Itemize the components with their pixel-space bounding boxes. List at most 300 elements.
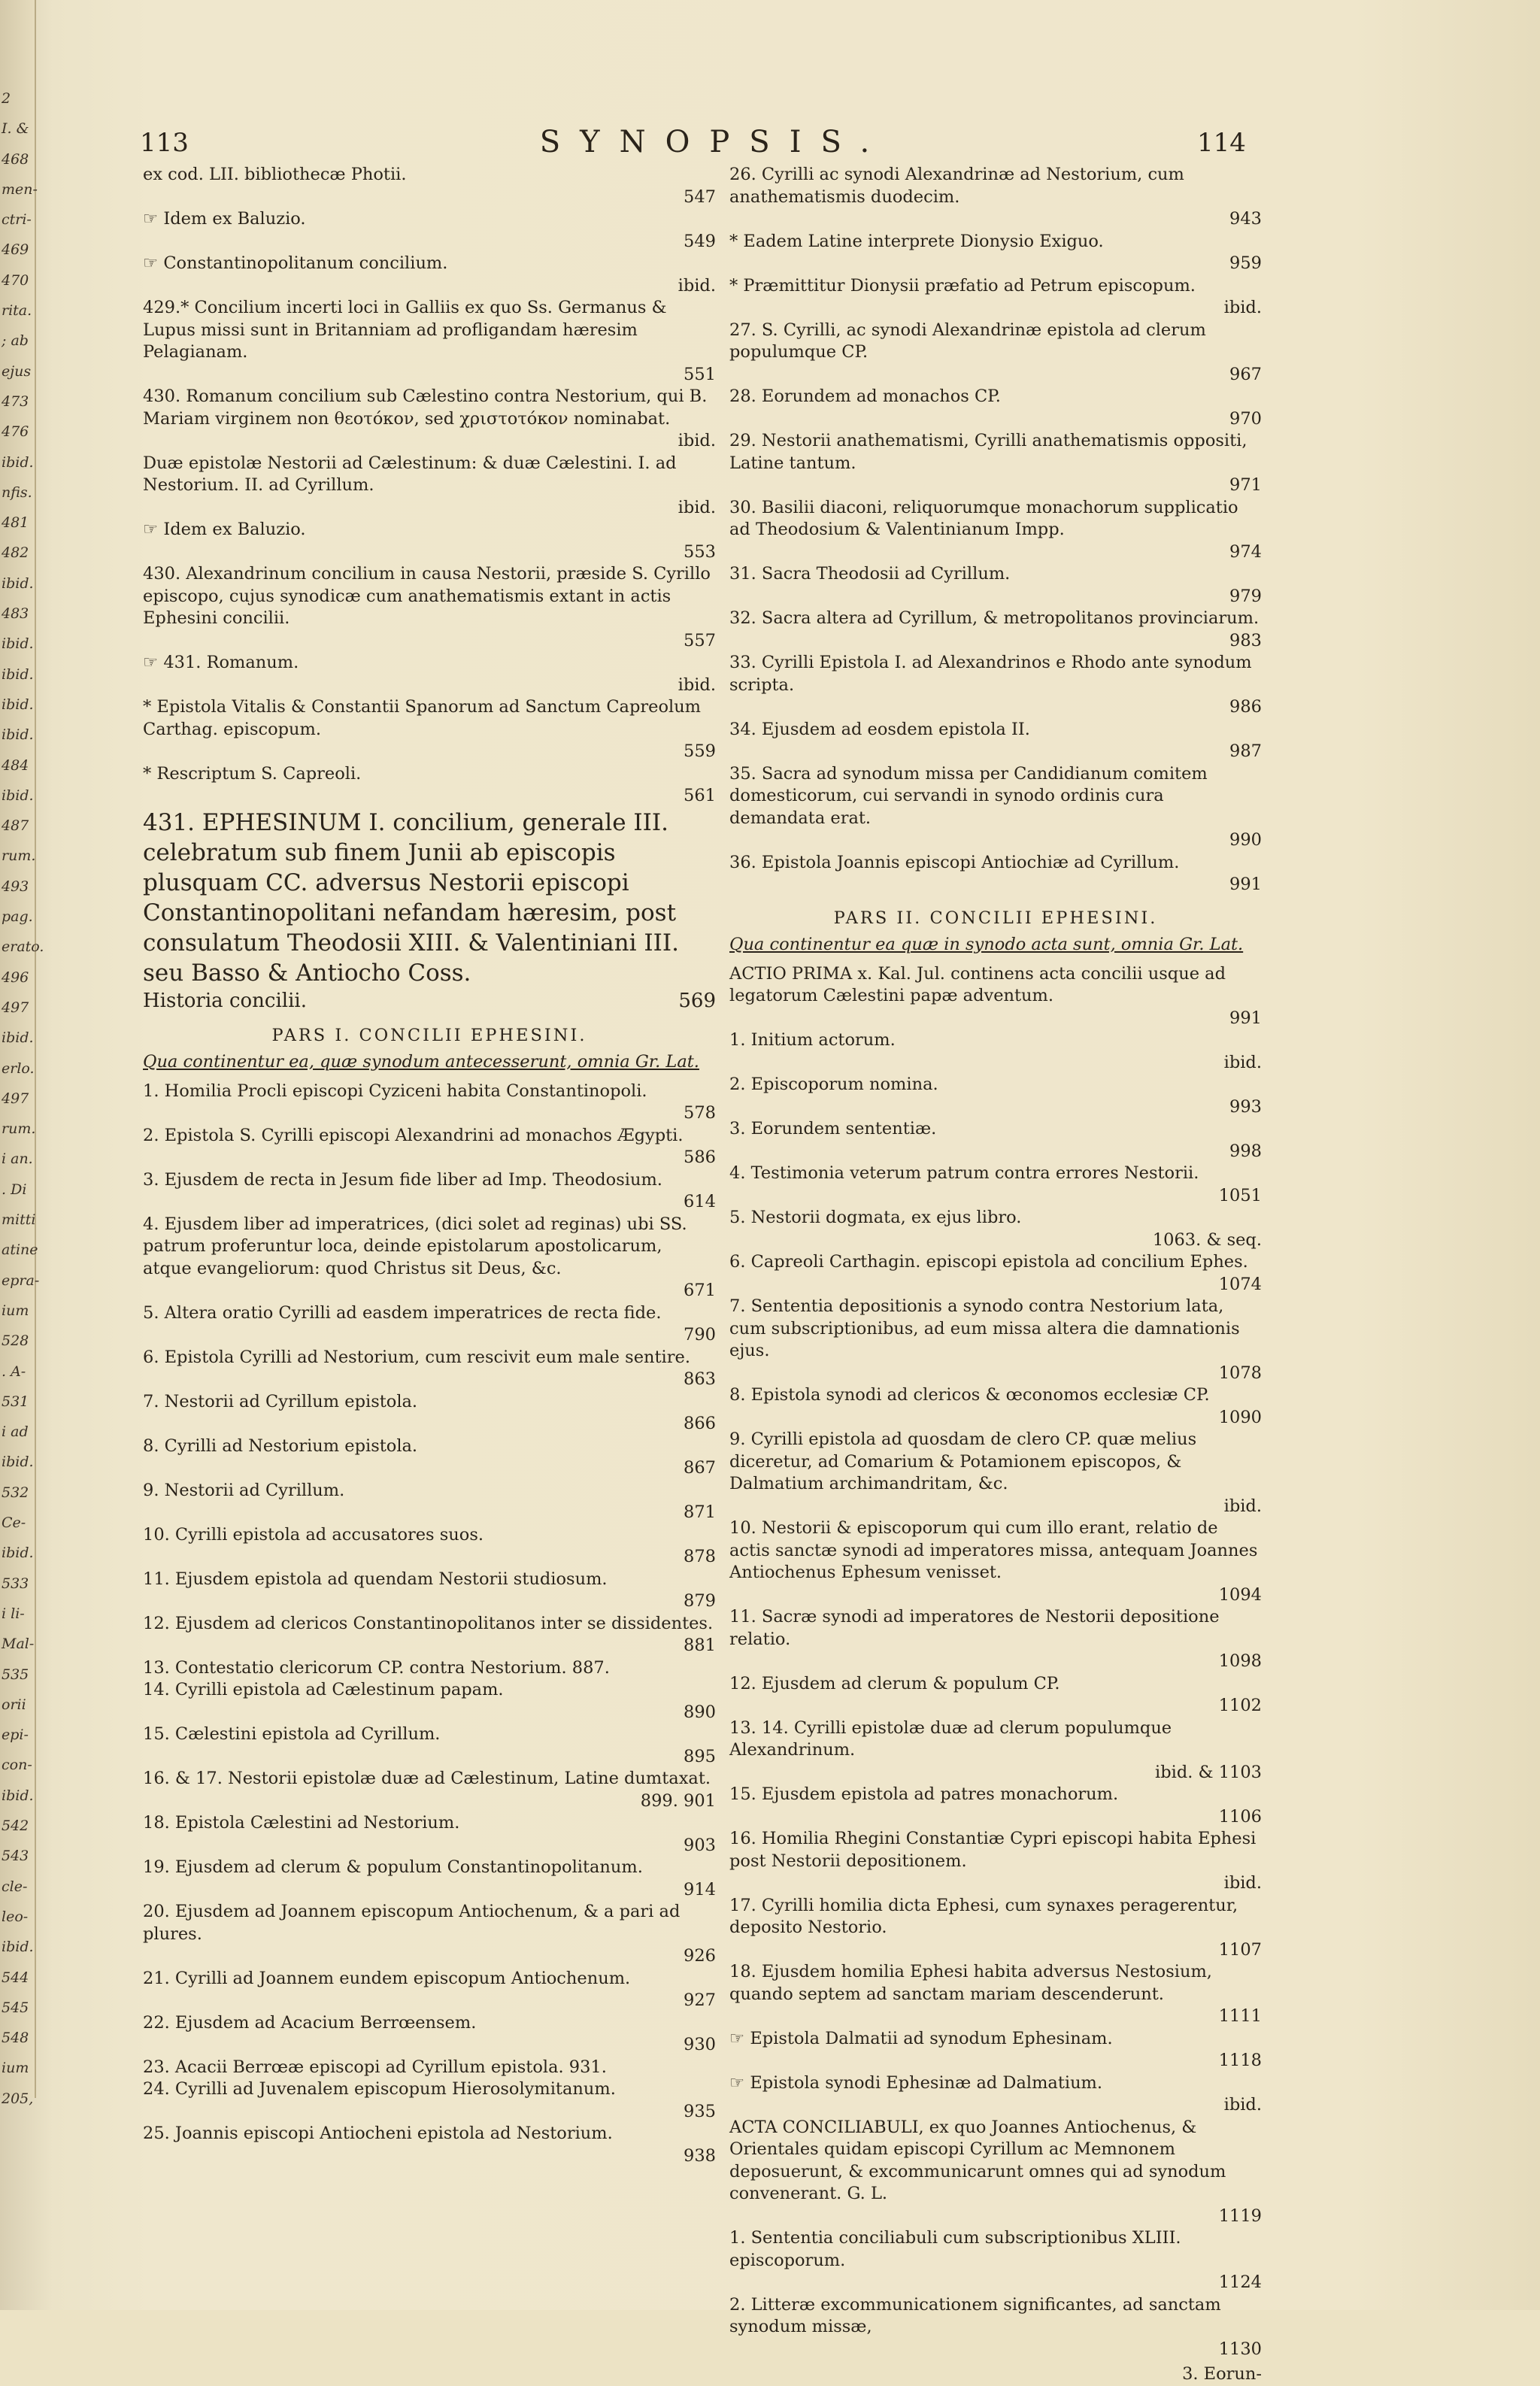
entry-text: 5. Nestorii dogmata, ex ejus libro. <box>729 1208 1022 1227</box>
margin-fragment: con- <box>2 1757 32 1774</box>
entry-text: 11. Sacræ synodi ad imperatores de Nestorii depositione relatio. <box>729 1607 1220 1649</box>
index-entry <box>729 1784 1262 1828</box>
margin-fragment: ibid. <box>2 1029 34 1047</box>
entry-page: 1094 <box>1218 1584 1262 1605</box>
index-entry <box>729 2072 1262 2117</box>
left-column <box>143 164 716 2167</box>
index-entry <box>729 1207 1262 1251</box>
margin-fragment: ; ab <box>2 332 29 350</box>
index-entry <box>143 1857 716 1901</box>
entry-page: 974 <box>1229 541 1262 562</box>
entry-page: 890 <box>684 1702 716 1722</box>
margin-fragment: ium <box>2 1302 29 1319</box>
index-entry <box>729 852 1262 896</box>
entry-page: ibid. <box>678 275 716 296</box>
entry-page: 559 <box>684 741 716 761</box>
entry-text: 1. Initium actorum. <box>729 1030 896 1050</box>
index-entry <box>729 497 1262 564</box>
margin-fragment: men- <box>2 180 38 198</box>
actio-page: 991 <box>1229 1008 1262 1028</box>
entry-page: 586 <box>684 1148 716 1167</box>
ephesinum-entry <box>143 808 716 988</box>
acta-entry <box>729 2117 1262 2228</box>
margin-fragment: ibid. <box>2 453 34 471</box>
entry-text: 10. Nestorii & episcoporum qui cum illo erant, relatio de actis sanctæ synodi ad imperatores missa, antequam Joannes Antiochenus Ephesum venisset. <box>729 1518 1258 1582</box>
index-entry <box>729 430 1262 497</box>
entry-text: 17. Cyrilli homilia dicta Ephesi, cum synaxes peragerentur, deposito Nestorio. <box>729 1895 1238 1937</box>
index-entry <box>143 1657 716 1680</box>
index-entry <box>729 231 1262 275</box>
entry-text: 15. Cælestini epistola ad Cyrillum. <box>143 1724 441 1744</box>
entry-page: ibid. <box>1223 2095 1262 2115</box>
index-entry <box>729 164 1262 231</box>
entry-text: ☞ 431. Romanum. <box>143 653 299 672</box>
entry-page: ibid. <box>678 497 716 517</box>
entry-page: 1118 <box>1218 2051 1262 2070</box>
entry-text: 32. Sacra altera ad Cyrillum, & metropolitanos provinciarum. <box>729 608 1260 628</box>
entry-page: 927 <box>684 1990 716 2010</box>
index-entry <box>143 1724 716 1768</box>
index-entry <box>729 1029 1262 1074</box>
entry-text: 29. Nestorii anathematismi, Cyrilli anathematismis oppositi, Latine tantum. <box>729 431 1247 473</box>
index-entry <box>143 696 716 763</box>
entry-text: 9. Cyrilli epistola ad quosdam de clero CP. quæ melius diceretur, ad Comarium & Potamionem episcopos, & Dalmatium archimandritam, &c. <box>729 1429 1197 1493</box>
entry-text: 31. Sacra Theodosii ad Cyrillum. <box>729 564 1011 584</box>
entry-text: 36. Epistola Joannis episcopi Antiochiæ ad Cyrillum. <box>729 852 1180 872</box>
index-entry <box>143 1812 716 1857</box>
index-entry <box>729 1163 1262 1207</box>
entry-text: 15. Ejusdem epistola ad patres monachorum. <box>729 1784 1119 1804</box>
index-entry <box>729 563 1262 608</box>
entry-page: ibid. <box>1223 1873 1262 1893</box>
entry-text: 9. Nestorii ad Cyrillum. <box>143 1480 345 1500</box>
entry-text: 11. Ejusdem epistola ad quendam Nestorii studiosum. <box>143 1569 608 1589</box>
entry-page: 879 <box>684 1591 716 1611</box>
margin-fragment: erlo. <box>2 1060 35 1077</box>
entry-page: 990 <box>1229 830 1262 850</box>
margin-fragment: epra- <box>2 1272 40 1289</box>
entry-text: * Præmittitur Dionysii præfatio ad Petrum episcopum. <box>729 275 1196 296</box>
margin-fragment: ctri- <box>2 211 32 229</box>
margin-fragment: ibid. <box>2 726 34 744</box>
previous-page-margin-strip <box>0 0 44 2107</box>
index-entry <box>729 608 1262 652</box>
index-entry <box>143 253 716 297</box>
entry-text: 12. Ejusdem ad clerum & populum CP. <box>729 1673 1060 1693</box>
entry-text: 20. Ejusdem ad Joannem episcopum Antiochenum, & a pari ad plures. <box>143 1902 681 1944</box>
entry-page: 547 <box>684 186 716 207</box>
catchword-text: 3. Eorun- <box>1182 2364 1262 2384</box>
entry-text: 10. Cyrilli epistola ad accusatores suos. <box>143 1524 484 1545</box>
entry-page: 671 <box>684 1281 716 1300</box>
entry-page: ibid. & 1103 <box>1155 1762 1262 1782</box>
entry-page: 1098 <box>1218 1651 1262 1671</box>
entry-text: ☞ Epistola synodi Ephesinæ ad Dalmatium. <box>729 2072 1103 2093</box>
margin-fragment: 535 <box>2 1666 29 1683</box>
margin-fragment: rum. <box>2 1120 36 1138</box>
index-entry <box>143 2123 716 2167</box>
index-entry <box>729 1517 1262 1606</box>
index-entry <box>143 1214 716 1302</box>
entry-page: 1090 <box>1218 1407 1262 1427</box>
margin-fragment: 470 <box>2 271 29 289</box>
entry-text: 3. Eorundem sententiæ. <box>729 1119 937 1138</box>
index-entry <box>143 652 716 696</box>
index-entry <box>143 1524 716 1569</box>
margin-fragment: 497 <box>2 999 29 1016</box>
index-entry <box>143 519 716 563</box>
catchword <box>729 2363 1262 2386</box>
entry-page: 1124 <box>1218 2272 1262 2292</box>
page-number-left: 113 <box>140 128 189 158</box>
entry-page: 903 <box>684 1835 716 1855</box>
entry-text: 1. Sententia conciliabuli cum subscriptionibus XLIII. episcoporum. <box>729 2228 1181 2270</box>
index-entry <box>143 1901 716 1968</box>
ephesinum-text: 431. EPHESINUM I. concilium, generale III. celebratum sub finem Junii ab episcopis plusquam CC. adversus Nestorii episcopi Constantinopolitani nefandam hæresim, post consulatum Theodosii XIII. & Valentiniani III. seu Basso & Antiocho Coss. <box>143 808 679 987</box>
entry-text: 4. Testimonia veterum patrum contra errores Nestorii. <box>729 1163 1199 1183</box>
entry-page: 979 <box>1229 586 1262 606</box>
margin-fragment: rum. <box>2 847 36 865</box>
entry-text: 25. Joannis episcopi Antiocheni epistola ad Nestorium. <box>143 2124 613 2143</box>
entry-text: * Rescriptum S. Capreoli. <box>143 763 362 784</box>
index-entry <box>729 1384 1262 1429</box>
entry-page: 938 <box>684 2145 716 2166</box>
entry-page: 878 <box>684 1547 716 1566</box>
entry-page: 863 <box>684 1369 716 1389</box>
margin-fragment: ibid. <box>2 1454 34 1471</box>
margin-fragment: ibid. <box>2 1787 34 1804</box>
margin-fragment: i li- <box>2 1605 25 1622</box>
entry-page: 1102 <box>1218 1696 1262 1715</box>
index-entry <box>729 2294 1262 2361</box>
entry-text: Duæ epistolæ Nestorii ad Cælestinum: & duæ Cælestini. I. ad Nestorium. II. ad Cyrillum. <box>143 453 677 495</box>
index-entry <box>143 386 716 453</box>
entry-page: ibid. <box>678 675 716 695</box>
margin-fragment: 468 <box>2 150 29 168</box>
entry-text: 13. 14. Cyrilli epistolæ duæ ad clerum populumque Alexandrinum. <box>729 1717 1172 1760</box>
margin-fragment: ibid. <box>2 665 34 683</box>
entry-text: 7. Nestorii ad Cyrillum epistola. <box>143 1391 418 1411</box>
entry-text: 8. Epistola synodi ad clericos & œconomos ecclesiæ CP. <box>729 1385 1210 1405</box>
entry-page: 614 <box>684 1192 716 1211</box>
margin-fragment: ibid. <box>2 1939 34 1956</box>
entry-page: 1078 <box>1218 1363 1262 1383</box>
historia-page: 569 <box>678 989 716 1012</box>
index-entry <box>143 1613 716 1657</box>
index-entry <box>143 1968 716 2012</box>
margin-fragment: ejus <box>2 362 32 380</box>
entry-text: 27. S. Cyrilli, ac synodi Alexandrinæ epistola ad clerum populumque CP. <box>729 320 1206 362</box>
index-entry <box>729 1717 1262 1784</box>
entry-page: 971 <box>1229 475 1262 495</box>
entry-text: 18. Ejusdem homilia Ephesi habita adversus Nestosium, quando septem ad sanctam mariam descenderunt. <box>729 1962 1212 2004</box>
entry-page: 557 <box>684 630 716 650</box>
entry-page: 871 <box>684 1502 716 1522</box>
entry-text: 5. Altera oratio Cyrilli ad easdem imperatrices de recta fide. <box>143 1302 662 1323</box>
entry-text: 23. Acacii Berrœæ episcopi ad Cyrillum epistola. 931. <box>143 2057 607 2077</box>
page-number-right: 114 <box>1197 128 1246 158</box>
entry-text: 24. Cyrilli ad Juvenalem episcopum Hierosolymitanum. <box>143 2079 616 2099</box>
entry-page: 926 <box>684 1946 716 1966</box>
entry-page: 987 <box>1229 741 1262 761</box>
margin-fragment: 544 <box>2 1969 29 1986</box>
entry-text: 430. Romanum concilium sub Cælestino contra Nestorium, qui B. Mariam virginem non θεοτόκον, sed χριστοτόκον nominabat. <box>143 387 708 429</box>
index-entry <box>143 1569 716 1613</box>
right-column <box>729 164 1262 2386</box>
actio-entry <box>729 963 1262 1030</box>
margin-fragment: 543 <box>2 1848 29 1865</box>
margin-fragment: 205, <box>2 2090 34 2107</box>
entry-page: 1074 <box>1218 1274 1262 1294</box>
entry-page: 1106 <box>1218 1806 1262 1827</box>
margin-fragment: atine <box>2 1242 38 1259</box>
entry-page: 549 <box>684 231 716 251</box>
index-entry <box>729 1606 1262 1673</box>
margin-fragment: rita. <box>2 302 32 320</box>
entry-page: 930 <box>684 2035 716 2054</box>
entry-page: 1107 <box>1218 1939 1262 1960</box>
entry-text: 28. Eorundem ad monachos CP. <box>729 387 1001 406</box>
index-entry <box>729 275 1262 320</box>
entry-text: * Eadem Latine interprete Dionysio Exiguo. <box>729 231 1104 251</box>
margin-fragment: Ce- <box>2 1514 26 1532</box>
index-entry <box>729 1673 1262 1717</box>
entry-page: 895 <box>684 1746 716 1766</box>
acta-text: ACTA CONCILIABULI, ex quo Joannes Antiochenus, & Orientales quidam episcopi Cyrillum ac Memnonem deposuerunt, & excommunicarunt omnes qui ad synodum convenerant. G. L. <box>729 2117 1226 2203</box>
margin-fragment: 483 <box>2 605 29 623</box>
entry-text: 14. Cyrilli epistola ad Cælestinum papam. <box>143 1680 504 1699</box>
right-entries <box>729 164 1262 896</box>
entry-text: 2. Episcoporum nomina. <box>729 1075 938 1094</box>
entry-text: 34. Ejusdem ad eosdem epistola II. <box>729 719 1030 739</box>
entry-page: ibid. <box>1223 1496 1262 1516</box>
pars1-heading: PARS I. CONCILII EPHESINI. <box>271 1025 587 1045</box>
index-entry <box>143 1169 716 1214</box>
running-title: SYNOPSIS. <box>539 125 890 159</box>
margin-fragment: ibid. <box>2 696 34 713</box>
entry-page: 578 <box>684 1103 716 1123</box>
margin-fragment: . Di <box>2 1181 27 1198</box>
index-entry <box>729 1251 1262 1296</box>
index-entry <box>729 1118 1262 1163</box>
margin-fragment: 531 <box>2 1393 29 1410</box>
entry-page: 881 <box>684 1636 716 1655</box>
margin-fragment: . A- <box>2 1363 26 1380</box>
index-entry <box>729 763 1262 852</box>
index-entry <box>143 2012 716 2057</box>
margin-fragment: 496 <box>2 969 29 986</box>
entry-text: 16. & 17. Nestorii epistolæ duæ ad Cælestinum, Latine dumtaxat. <box>143 1769 711 1788</box>
actio-text: ACTIO PRIMA x. Kal. Jul. continens acta concilii usque ad legatorum Cælestini papæ adventum. <box>729 963 1226 1005</box>
index-entry <box>143 1125 716 1169</box>
entry-page: 1051 <box>1218 1185 1262 1205</box>
entry-text: * Epistola Vitalis & Constantii Spanorum ad Sanctum Capreolum Carthag. episcopum. <box>143 697 702 739</box>
margin-fragment: ium <box>2 2060 29 2077</box>
margin-fragment: 548 <box>2 2030 29 2047</box>
index-entry <box>143 1302 716 1347</box>
entry-text: 19. Ejusdem ad clerum & populum Constantinopolitanum. <box>143 1857 643 1877</box>
index-entry <box>143 1679 716 1724</box>
index-entry <box>143 1436 716 1480</box>
entry-page: 983 <box>1229 630 1262 650</box>
actio-entries <box>729 1029 1262 2117</box>
margin-fragment: 528 <box>2 1332 29 1350</box>
margin-fragment: 473 <box>2 393 29 410</box>
index-entry <box>729 1895 1262 1962</box>
entry-page: 935 <box>684 2101 716 2121</box>
entry-page: 561 <box>684 786 716 805</box>
margin-fragment: leo- <box>2 1908 29 1925</box>
entry-page: 914 <box>684 1879 716 1899</box>
margin-fragment: 482 <box>2 544 29 562</box>
index-entry <box>729 2028 1262 2072</box>
entry-text: 6. Capreoli Carthagin. episcopi epistola ad concilium Ephes. <box>729 1252 1248 1272</box>
margin-fragment: cle- <box>2 1878 28 1895</box>
entry-text: 18. Epistola Cælestini ad Nestorium. <box>143 1813 460 1833</box>
entry-text: 6. Epistola Cyrilli ad Nestorium, cum rescivit eum male sentire. <box>143 1347 690 1367</box>
acta-entries <box>729 2227 1262 2360</box>
entry-text: ex cod. LII. bibliothecæ Photii. <box>143 165 407 184</box>
acta-page: 1119 <box>1218 2206 1262 2226</box>
margin-fragment: i ad <box>2 1423 29 1441</box>
index-entry <box>729 1429 1262 1517</box>
entry-text: 26. Cyrilli ac synodi Alexandrinæ ad Nestorium, cum anathematismis duodecim. <box>729 165 1184 207</box>
entry-page: 899. 901 <box>640 1790 716 1811</box>
index-entry <box>729 1074 1262 1118</box>
entry-page: 993 <box>1229 1096 1262 1117</box>
entry-page: 943 <box>1229 209 1262 229</box>
index-entry <box>143 208 716 253</box>
entry-page: 553 <box>684 541 716 562</box>
margin-fragment: ibid. <box>2 1545 34 1562</box>
index-entry <box>729 1828 1262 1895</box>
index-entry <box>143 1081 716 1125</box>
margin-fragment: 532 <box>2 1484 29 1501</box>
entry-text: 21. Cyrilli ad Joannem eundem episcopum Antiochenum. <box>143 1968 631 1988</box>
entry-text: 35. Sacra ad synodum missa per Candidianum comitem domesticorum, cui servandi in synodo ordinis cura demandata erat. <box>729 763 1208 828</box>
entry-text: 2. Epistola S. Cyrilli episcopi Alexandrini ad monachos Ægypti. <box>143 1125 684 1145</box>
entry-page: 959 <box>1229 253 1262 273</box>
margin-fragment: 493 <box>2 878 29 895</box>
margin-fragment: 2 <box>2 90 11 107</box>
index-entry <box>143 1391 716 1436</box>
entry-page: 967 <box>1229 364 1262 384</box>
entry-page: 866 <box>684 1414 716 1433</box>
entry-page: ibid. <box>1223 298 1262 317</box>
index-entry <box>143 1347 716 1391</box>
entry-page: 790 <box>684 1325 716 1345</box>
entry-text: 4. Ejusdem liber ad imperatrices, (dici solet ad reginas) ubi SS. patrum proferuntur loca, deinde epistolarum apostolicarum, atque evangeliorum: quod Christus sit Deus, &c. <box>143 1214 687 1278</box>
entry-page: ibid. <box>1223 1052 1262 1072</box>
margin-fragment: 481 <box>2 514 29 532</box>
index-entry <box>729 652 1262 719</box>
margin-fragment: mitti <box>2 1211 36 1229</box>
index-entry <box>143 164 716 208</box>
margin-fragment: 533 <box>2 1575 29 1592</box>
entry-text: 30. Basilii diaconi, reliquorumque monachorum supplicatio ad Theodosium & Valentinianum Impp. <box>729 497 1238 539</box>
index-entry <box>143 763 716 808</box>
index-entry <box>729 386 1262 430</box>
entry-page: ibid. <box>678 431 716 450</box>
entry-text: ☞ Epistola Dalmatii ad synodum Ephesinam. <box>729 2028 1113 2048</box>
entry-text: 22. Ejusdem ad Acacium Berrœensem. <box>143 2012 477 2033</box>
margin-fragment: 487 <box>2 817 29 835</box>
entry-text: 3. Ejusdem de recta in Jesum fide liber ad Imp. Theodosium. <box>143 1169 662 1190</box>
margin-fragment: ibid. <box>2 635 34 653</box>
entry-text: 7. Sententia depositionis a synodo contra Nestorium lata, cum subscriptionibus, ad eum missa altera die damnationis ejus. <box>729 1296 1240 1360</box>
index-entry <box>143 453 716 520</box>
index-entry <box>729 719 1262 763</box>
pars2-heading: PARS II. CONCILII EPHESINI. <box>833 908 1158 928</box>
entry-text: ☞ Idem ex Baluzio. <box>143 209 306 229</box>
pars1-note: Qua continentur ea, quæ synodum antecesserunt, omnia Gr. Lat. <box>143 1051 699 1072</box>
margin-fragment: erato. <box>2 938 44 956</box>
index-entry <box>143 1768 716 1812</box>
index-entry <box>729 1296 1262 1384</box>
pars1-entries <box>143 1081 716 2168</box>
margin-fragment: 469 <box>2 241 29 259</box>
index-entry <box>143 2057 716 2079</box>
index-entry <box>143 563 716 652</box>
entry-text: 12. Ejusdem ad clericos Constantinopolitanos inter se dissidentes. <box>143 1613 714 1633</box>
entry-text: 429.* Concilium incerti loci in Galliis ex quo Ss. Germanus & Lupus missi sunt in Britanniam ad profligandam hæresim Pelagianam. <box>143 298 667 362</box>
margin-fragment: i an. <box>2 1151 33 1168</box>
entry-text: 2. Litteræ excommunicationem significantes, ad sanctam synodum missæ, <box>729 2294 1221 2336</box>
margin-fragment: pag. <box>2 908 33 926</box>
index-entry <box>143 2078 716 2123</box>
margin-fragment: orii <box>2 1696 26 1713</box>
entry-page: 970 <box>1229 408 1262 429</box>
historia-entry <box>143 988 716 1014</box>
index-entry <box>143 297 716 386</box>
index-entry <box>729 2227 1262 2294</box>
margin-fragment: nfis. <box>2 484 32 501</box>
margin-fragment: ibid. <box>2 575 34 592</box>
entry-text: 16. Homilia Rhegini Constantiæ Cypri episcopi habita Ephesi post Nestorii depositionem. <box>729 1829 1257 1871</box>
entry-text: 8. Cyrilli ad Nestorium epistola. <box>143 1436 418 1456</box>
historia-text: Historia concilii. <box>143 989 307 1012</box>
entry-text: 430. Alexandrinum concilium in causa Nestorii, præside S. Cyrillo episcopo, cujus synodicæ cum anathematismis extant in actis Ephesini concilii. <box>143 564 711 628</box>
margin-fragment: 484 <box>2 756 29 774</box>
margin-fragment: 497 <box>2 1090 29 1107</box>
entry-text: ☞ Idem ex Baluzio. <box>143 520 306 539</box>
margin-fragment: epi- <box>2 1727 29 1744</box>
margin-fragment: 545 <box>2 1999 29 2016</box>
entry-text: 33. Cyrilli Epistola I. ad Alexandrinos e Rhodo ante synodum scripta. <box>729 653 1252 695</box>
entry-page: 551 <box>684 364 716 384</box>
index-entry <box>143 1480 716 1524</box>
index-entry <box>729 1961 1262 2028</box>
running-header <box>0 125 1540 165</box>
entry-page: 1111 <box>1218 2006 1262 2026</box>
pars2-note: Qua continentur ea quæ in synodo acta sunt, omnia Gr. Lat. <box>729 934 1244 954</box>
margin-fragment: Mal- <box>2 1636 35 1653</box>
entry-page: 998 <box>1229 1141 1262 1161</box>
left-entries <box>143 164 716 808</box>
entry-text: 1. Homilia Procli episcopi Cyziceni habita Constantinopoli. <box>143 1081 647 1101</box>
margin-fragment: 476 <box>2 423 29 441</box>
margin-fragment: ibid. <box>2 787 34 804</box>
index-entry <box>729 320 1262 387</box>
margin-fragment: 542 <box>2 1818 29 1834</box>
entry-page: 1063. & seq. <box>1152 1229 1262 1250</box>
entry-page: 1130 <box>1218 2339 1262 2359</box>
entry-text: ☞ Constantinopolitanum concilium. <box>143 253 448 273</box>
entry-page: 986 <box>1229 697 1262 717</box>
entry-page: 867 <box>684 1458 716 1478</box>
margin-fragment: I. & <box>2 120 29 138</box>
entry-text: 13. Contestatio clericorum CP. contra Nestorium. 887. <box>143 1657 610 1678</box>
